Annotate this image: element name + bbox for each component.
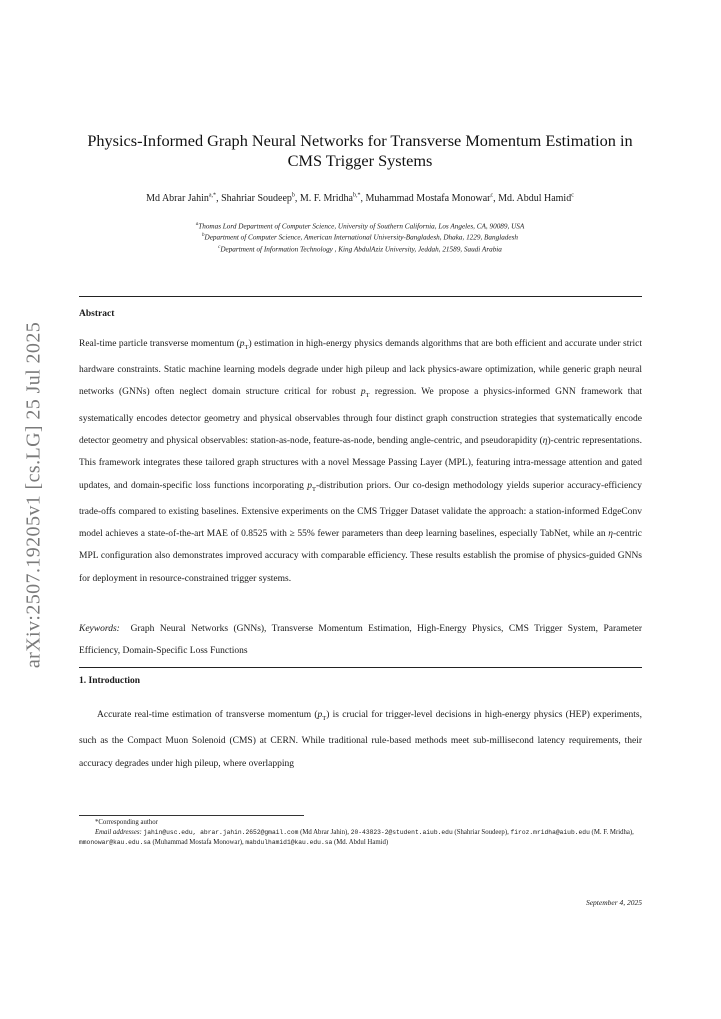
abstract-top-rule: [79, 296, 642, 297]
author: Md Abrar Jahin$^{a,*}$,: [146, 193, 222, 205]
arxiv-identifier-text: arXiv:2507.19205v1 [cs.LG] 25 Jul 2025: [22, 321, 45, 668]
email-link[interactable]: jahin@usc.edu, abrar.jahin.2652@gmail.com: [143, 829, 299, 836]
affiliation: $^a$Thomas Lord Department of Computer Science, University of Southern California, Los Angeles, CA, 90089, USA: [195, 222, 525, 231]
author: M. F. Mridha$^{b,*}$,: [299, 193, 366, 205]
author: Muhammad Mostafa Monowar$^c$,: [365, 193, 499, 205]
footnote: [79, 818, 642, 848]
author: Shahriar Soudeep$^b$,: [221, 193, 300, 205]
affiliation: $^c$Department of Information Technology , King AbdulAziz University, Jeddah, 21589, Saudi Arabia: [218, 244, 502, 254]
affiliation-list: [70, 220, 650, 254]
author: Md. Abdul Hamid$^c$: [498, 193, 574, 205]
corresponding-author-note: *Corresponding author: [95, 819, 158, 826]
email-link[interactable]: 20-43823-2@student.aiub.edu: [350, 829, 453, 836]
email-link[interactable]: mmonowar@kau.edu.sa: [79, 839, 151, 846]
arxiv-identifier: [14, 297, 54, 692]
introduction-paragraph: Accurate real-time estimation of transverse momentum $(p_T)$ is crucial for trigger-level decisions in high-energy physics (HEP) experiments, such as the Compact Muon Solenoid (CMS) at CERN. While traditional rule-based methods meet sub-millisecond latency requirements, their accuracy degrades under high pileup, where overlapping: [79, 710, 642, 769]
email-addresses: Email addresses: jahin@usc.edu, abrar.jahin.2652@gmail.com (Md Abrar Jahin), 20-43823-2@student.aiub.edu (Shahriar Soudeep), firoz.mridha@aiub.edu (M. F. Mridha), mmonowar@kau.edu.sa (Muhammad Mostafa Monowar), mabdulhamid1@kau.edu.sa (Md. Abdul Hamid): [79, 829, 634, 846]
abstract-bottom-rule: [79, 667, 642, 668]
abstract-heading: Abstract: [79, 309, 115, 319]
author-list: [70, 193, 650, 204]
section-heading-introduction: 1. Introduction: [79, 676, 141, 686]
affiliation: $^b$Department of Computer Science, American International University-Bangladesh, Dhaka, 1229, Bangladesh: [202, 233, 518, 242]
preprint-date: September 4, 2025: [585, 898, 642, 907]
paper-title: Physics-Informed Graph Neural Networks for Transverse Momentum Estimation in CMS Trigger Systems: [87, 131, 633, 170]
footnote-rule: [79, 815, 304, 816]
abstract-body: Real-time particle transverse momentum $(p_T)$ estimation in high-energy physics demands algorithms that are both efficient and accurate under strict hardware constraints. Static machine learning models degrade under high pileup and lack physics-aware optimization, while generic graph neural networks (GNNs) often neglect domain structure critical for robust $p_T$ regression. We propose a physics-informed GNN framework that systematically encodes detector geometry and physical observables through four distinct graph construction strategies that systematically encode detector geometry and physical observables: station-as-node, feature-as-node, bending angle-centric, and pseudorapidity (η)-centric representations. This framework integrates these tailored graph structures with a novel Message Passing Layer (MPL), featuring intra-message attention and gated updates, and domain-specific loss functions incorporating $p_T$-distribution priors. Our co-design methodology yields superior accuracy-efficiency trade-offs compared to existing baselines. Extensive experiments on the CMS Trigger Dataset validate the approach: a station-informed EdgeConv model achieves a state-of-the-art MAE of 0.8525 with ≥ 55% fewer parameters than deep learning baselines, especially TabNet, while an η-centric MPL configuration also demonstrates improved accuracy with comparable efficiency. These results establish the promise of physics-guided GNNs for deployment in resource-constrained trigger systems.: [79, 339, 643, 584]
email-link[interactable]: firoz.mridha@aiub.edu: [510, 829, 590, 836]
email-link[interactable]: mabdulhamid1@kau.edu.sa: [245, 839, 333, 846]
keywords: Keywords: Graph Neural Networks (GNNs), Transverse Momentum Estimation, High-Energy Physics, CMS Trigger System, Parameter Efficiency, Domain-Specific Loss Functions: [79, 624, 642, 656]
